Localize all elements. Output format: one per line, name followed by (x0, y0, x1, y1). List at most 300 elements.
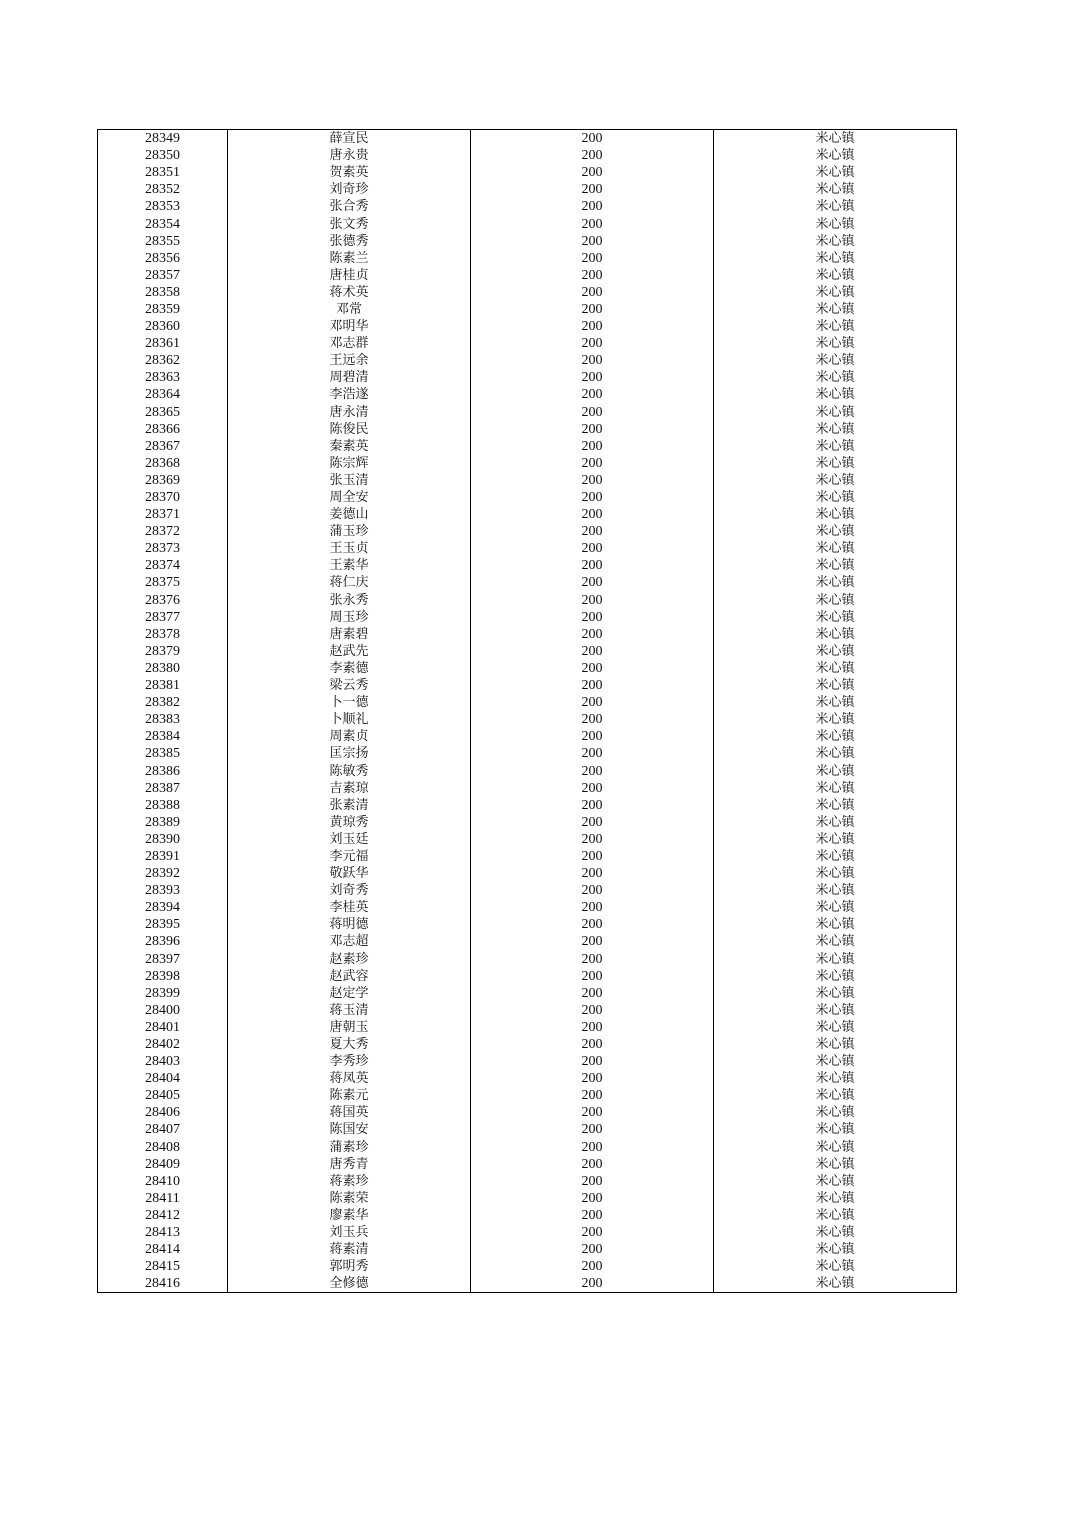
town-cell: 米心镇 (714, 1053, 957, 1070)
table-row (98, 455, 957, 472)
table-row (98, 130, 957, 148)
serial-number-cell: 28361 (98, 335, 228, 352)
amount-cell: 200 (471, 523, 714, 540)
town-cell: 米心镇 (714, 523, 957, 540)
serial-number-cell: 28371 (98, 506, 228, 523)
table-row (98, 284, 957, 301)
table-row (98, 1275, 957, 1293)
amount-cell: 200 (471, 540, 714, 557)
serial-number-cell: 28391 (98, 848, 228, 865)
town-cell: 米心镇 (714, 933, 957, 950)
table-row (98, 1156, 957, 1173)
town-cell: 米心镇 (714, 335, 957, 352)
amount-cell: 200 (471, 301, 714, 318)
serial-number-cell: 28387 (98, 780, 228, 797)
town-cell: 米心镇 (714, 865, 957, 882)
person-name-cell: 邓常 (228, 301, 471, 318)
table-row (98, 916, 957, 933)
person-name-cell: 陈国安 (228, 1121, 471, 1138)
person-name-cell: 张永秀 (228, 592, 471, 609)
amount-cell: 200 (471, 1002, 714, 1019)
town-cell: 米心镇 (714, 762, 957, 779)
table-row (98, 1104, 957, 1121)
town-cell: 米心镇 (714, 728, 957, 745)
serial-number-cell: 28405 (98, 1087, 228, 1104)
table-row (98, 951, 957, 968)
person-name-cell: 邓明华 (228, 318, 471, 335)
person-name-cell: 蒋国英 (228, 1104, 471, 1121)
serial-number-cell: 28352 (98, 181, 228, 198)
table-row (98, 198, 957, 215)
town-cell: 米心镇 (714, 250, 957, 267)
town-cell: 米心镇 (714, 592, 957, 609)
person-name-cell: 唐永贵 (228, 147, 471, 164)
table-row (98, 1139, 957, 1156)
serial-number-cell: 28415 (98, 1258, 228, 1275)
amount-cell: 200 (471, 472, 714, 489)
town-cell: 米心镇 (714, 951, 957, 968)
serial-number-cell: 28360 (98, 318, 228, 335)
table-row (98, 1241, 957, 1258)
serial-number-cell: 28401 (98, 1019, 228, 1036)
town-cell: 米心镇 (714, 215, 957, 232)
town-cell: 米心镇 (714, 301, 957, 318)
serial-number-cell: 28355 (98, 233, 228, 250)
person-name-cell: 唐永清 (228, 404, 471, 421)
table-row (98, 215, 957, 232)
serial-number-cell: 28382 (98, 694, 228, 711)
amount-cell: 200 (471, 1019, 714, 1036)
amount-cell: 200 (471, 1053, 714, 1070)
amount-cell: 200 (471, 1070, 714, 1087)
amount-cell: 200 (471, 181, 714, 198)
table-row (98, 181, 957, 198)
person-name-cell: 刘奇珍 (228, 181, 471, 198)
person-name-cell: 秦素英 (228, 438, 471, 455)
serial-number-cell: 28397 (98, 951, 228, 968)
amount-cell: 200 (471, 1190, 714, 1207)
serial-number-cell: 28380 (98, 660, 228, 677)
town-cell: 米心镇 (714, 694, 957, 711)
serial-number-cell: 28404 (98, 1070, 228, 1087)
town-cell: 米心镇 (714, 574, 957, 591)
table-row (98, 489, 957, 506)
town-cell: 米心镇 (714, 130, 957, 148)
amount-cell: 200 (471, 1087, 714, 1104)
serial-number-cell: 28395 (98, 916, 228, 933)
person-name-cell: 敬跃华 (228, 865, 471, 882)
amount-cell: 200 (471, 1104, 714, 1121)
town-cell: 米心镇 (714, 1190, 957, 1207)
town-cell: 米心镇 (714, 267, 957, 284)
table-row (98, 899, 957, 916)
table-row (98, 404, 957, 421)
table-row (98, 1224, 957, 1241)
serial-number-cell: 28364 (98, 386, 228, 403)
amount-cell: 200 (471, 506, 714, 523)
serial-number-cell: 28394 (98, 899, 228, 916)
town-cell: 米心镇 (714, 369, 957, 386)
amount-cell: 200 (471, 335, 714, 352)
table-row (98, 968, 957, 985)
amount-cell: 200 (471, 968, 714, 985)
table-row (98, 1019, 957, 1036)
amount-cell: 200 (471, 404, 714, 421)
table-row (98, 352, 957, 369)
amount-cell: 200 (471, 1241, 714, 1258)
person-name-cell: 张德秀 (228, 233, 471, 250)
table-row (98, 1258, 957, 1275)
town-cell: 米心镇 (714, 1070, 957, 1087)
serial-number-cell: 28378 (98, 626, 228, 643)
table-row (98, 677, 957, 694)
table-row (98, 745, 957, 762)
person-name-cell: 王素华 (228, 557, 471, 574)
person-name-cell: 陈素元 (228, 1087, 471, 1104)
person-name-cell: 蒋明德 (228, 916, 471, 933)
town-cell: 米心镇 (714, 745, 957, 762)
serial-number-cell: 28353 (98, 198, 228, 215)
table-row (98, 1087, 957, 1104)
town-cell: 米心镇 (714, 181, 957, 198)
serial-number-cell: 28414 (98, 1241, 228, 1258)
person-name-cell: 蒋凤英 (228, 1070, 471, 1087)
amount-cell: 200 (471, 951, 714, 968)
table-row (98, 147, 957, 164)
table-row (98, 369, 957, 386)
person-name-cell: 陈素兰 (228, 250, 471, 267)
town-cell: 米心镇 (714, 968, 957, 985)
person-name-cell: 梁云秀 (228, 677, 471, 694)
table-row (98, 574, 957, 591)
person-name-cell: 蒋素清 (228, 1241, 471, 1258)
town-cell: 米心镇 (714, 233, 957, 250)
town-cell: 米心镇 (714, 899, 957, 916)
person-name-cell: 李浩遂 (228, 386, 471, 403)
serial-number-cell: 28383 (98, 711, 228, 728)
town-cell: 米心镇 (714, 489, 957, 506)
amount-cell: 200 (471, 352, 714, 369)
serial-number-cell: 28388 (98, 797, 228, 814)
roster-body (98, 130, 957, 1293)
table-row (98, 626, 957, 643)
person-name-cell: 赵定学 (228, 985, 471, 1002)
serial-number-cell: 28416 (98, 1275, 228, 1293)
table-row (98, 250, 957, 267)
person-name-cell: 王玉贞 (228, 540, 471, 557)
amount-cell: 200 (471, 677, 714, 694)
serial-number-cell: 28354 (98, 215, 228, 232)
person-name-cell: 姜德山 (228, 506, 471, 523)
town-cell: 米心镇 (714, 540, 957, 557)
serial-number-cell: 28402 (98, 1036, 228, 1053)
serial-number-cell: 28372 (98, 523, 228, 540)
amount-cell: 200 (471, 1121, 714, 1138)
serial-number-cell: 28399 (98, 985, 228, 1002)
serial-number-cell: 28373 (98, 540, 228, 557)
amount-cell: 200 (471, 557, 714, 574)
amount-cell: 200 (471, 1275, 714, 1293)
amount-cell: 200 (471, 609, 714, 626)
person-name-cell: 蒋仁庆 (228, 574, 471, 591)
person-name-cell: 陈俊民 (228, 421, 471, 438)
person-name-cell: 唐朝玉 (228, 1019, 471, 1036)
person-name-cell: 卜一德 (228, 694, 471, 711)
amount-cell: 200 (471, 1156, 714, 1173)
serial-number-cell: 28411 (98, 1190, 228, 1207)
table-row (98, 421, 957, 438)
table-row (98, 301, 957, 318)
serial-number-cell: 28407 (98, 1121, 228, 1138)
amount-cell: 200 (471, 318, 714, 335)
town-cell: 米心镇 (714, 711, 957, 728)
person-name-cell: 唐秀青 (228, 1156, 471, 1173)
table-row (98, 865, 957, 882)
town-cell: 米心镇 (714, 1002, 957, 1019)
table-row (98, 694, 957, 711)
table-row (98, 660, 957, 677)
town-cell: 米心镇 (714, 677, 957, 694)
town-cell: 米心镇 (714, 797, 957, 814)
amount-cell: 200 (471, 198, 714, 215)
town-cell: 米心镇 (714, 421, 957, 438)
town-cell: 米心镇 (714, 780, 957, 797)
person-name-cell: 蒲素珍 (228, 1139, 471, 1156)
amount-cell: 200 (471, 130, 714, 148)
serial-number-cell: 28349 (98, 130, 228, 148)
amount-cell: 200 (471, 215, 714, 232)
amount-cell: 200 (471, 147, 714, 164)
person-name-cell: 王远余 (228, 352, 471, 369)
town-cell: 米心镇 (714, 438, 957, 455)
person-name-cell: 蒋素珍 (228, 1173, 471, 1190)
serial-number-cell: 28396 (98, 933, 228, 950)
amount-cell: 200 (471, 592, 714, 609)
town-cell: 米心镇 (714, 1036, 957, 1053)
town-cell: 米心镇 (714, 1207, 957, 1224)
town-cell: 米心镇 (714, 1121, 957, 1138)
amount-cell: 200 (471, 643, 714, 660)
town-cell: 米心镇 (714, 352, 957, 369)
serial-number-cell: 28389 (98, 814, 228, 831)
amount-cell: 200 (471, 797, 714, 814)
person-name-cell: 唐素碧 (228, 626, 471, 643)
table-row (98, 540, 957, 557)
amount-cell: 200 (471, 574, 714, 591)
person-name-cell: 周碧清 (228, 369, 471, 386)
person-name-cell: 张合秀 (228, 198, 471, 215)
town-cell: 米心镇 (714, 404, 957, 421)
person-name-cell: 匡宗扬 (228, 745, 471, 762)
amount-cell: 200 (471, 916, 714, 933)
amount-cell: 200 (471, 438, 714, 455)
town-cell: 米心镇 (714, 386, 957, 403)
serial-number-cell: 28351 (98, 164, 228, 181)
amount-cell: 200 (471, 660, 714, 677)
person-name-cell: 赵武容 (228, 968, 471, 985)
serial-number-cell: 28385 (98, 745, 228, 762)
person-name-cell: 周全安 (228, 489, 471, 506)
table-row (98, 164, 957, 181)
town-cell: 米心镇 (714, 848, 957, 865)
town-cell: 米心镇 (714, 1275, 957, 1293)
town-cell: 米心镇 (714, 506, 957, 523)
person-name-cell: 陈宗辉 (228, 455, 471, 472)
table-row (98, 1036, 957, 1053)
town-cell: 米心镇 (714, 1156, 957, 1173)
person-name-cell: 刘奇秀 (228, 882, 471, 899)
town-cell: 米心镇 (714, 198, 957, 215)
town-cell: 米心镇 (714, 1224, 957, 1241)
serial-number-cell: 28368 (98, 455, 228, 472)
person-name-cell: 卜顺礼 (228, 711, 471, 728)
amount-cell: 200 (471, 233, 714, 250)
table-row (98, 1002, 957, 1019)
amount-cell: 200 (471, 626, 714, 643)
serial-number-cell: 28359 (98, 301, 228, 318)
table-row (98, 780, 957, 797)
amount-cell: 200 (471, 694, 714, 711)
person-name-cell: 蒋玉清 (228, 1002, 471, 1019)
person-name-cell: 贺素英 (228, 164, 471, 181)
person-name-cell: 周素贞 (228, 728, 471, 745)
town-cell: 米心镇 (714, 318, 957, 335)
person-name-cell: 李秀珍 (228, 1053, 471, 1070)
person-name-cell: 陈素荣 (228, 1190, 471, 1207)
serial-number-cell: 28384 (98, 728, 228, 745)
amount-cell: 200 (471, 831, 714, 848)
town-cell: 米心镇 (714, 1258, 957, 1275)
person-name-cell: 全修德 (228, 1275, 471, 1293)
town-cell: 米心镇 (714, 985, 957, 1002)
amount-cell: 200 (471, 284, 714, 301)
person-name-cell: 刘玉廷 (228, 831, 471, 848)
table-row (98, 506, 957, 523)
serial-number-cell: 28374 (98, 557, 228, 574)
serial-number-cell: 28398 (98, 968, 228, 985)
amount-cell: 200 (471, 762, 714, 779)
table-row (98, 318, 957, 335)
amount-cell: 200 (471, 933, 714, 950)
roster-table (97, 129, 957, 1293)
person-name-cell: 张文秀 (228, 215, 471, 232)
serial-number-cell: 28350 (98, 147, 228, 164)
table-row (98, 797, 957, 814)
table-row (98, 438, 957, 455)
serial-number-cell: 28381 (98, 677, 228, 694)
serial-number-cell: 28377 (98, 609, 228, 626)
table-row (98, 267, 957, 284)
amount-cell: 200 (471, 1224, 714, 1241)
table-row (98, 233, 957, 250)
table-row (98, 985, 957, 1002)
amount-cell: 200 (471, 489, 714, 506)
town-cell: 米心镇 (714, 1139, 957, 1156)
table-row (98, 643, 957, 660)
amount-cell: 200 (471, 250, 714, 267)
person-name-cell: 邓志群 (228, 335, 471, 352)
person-name-cell: 廖素华 (228, 1207, 471, 1224)
serial-number-cell: 28356 (98, 250, 228, 267)
serial-number-cell: 28363 (98, 369, 228, 386)
amount-cell: 200 (471, 780, 714, 797)
amount-cell: 200 (471, 386, 714, 403)
amount-cell: 200 (471, 267, 714, 284)
table-row (98, 1207, 957, 1224)
person-name-cell: 李元福 (228, 848, 471, 865)
amount-cell: 200 (471, 164, 714, 181)
person-name-cell: 蒲玉珍 (228, 523, 471, 540)
person-name-cell: 唐桂贞 (228, 267, 471, 284)
serial-number-cell: 28357 (98, 267, 228, 284)
serial-number-cell: 28358 (98, 284, 228, 301)
serial-number-cell: 28408 (98, 1139, 228, 1156)
amount-cell: 200 (471, 1258, 714, 1275)
table-row (98, 557, 957, 574)
person-name-cell: 陈敏秀 (228, 762, 471, 779)
table-row (98, 335, 957, 352)
amount-cell: 200 (471, 848, 714, 865)
town-cell: 米心镇 (714, 643, 957, 660)
town-cell: 米心镇 (714, 916, 957, 933)
amount-cell: 200 (471, 899, 714, 916)
table-row (98, 831, 957, 848)
table-row (98, 609, 957, 626)
town-cell: 米心镇 (714, 1173, 957, 1190)
amount-cell: 200 (471, 985, 714, 1002)
person-name-cell: 刘玉兵 (228, 1224, 471, 1241)
town-cell: 米心镇 (714, 882, 957, 899)
town-cell: 米心镇 (714, 1104, 957, 1121)
table-row (98, 762, 957, 779)
serial-number-cell: 28413 (98, 1224, 228, 1241)
table-row (98, 472, 957, 489)
town-cell: 米心镇 (714, 1241, 957, 1258)
person-name-cell: 黄琼秀 (228, 814, 471, 831)
serial-number-cell: 28392 (98, 865, 228, 882)
serial-number-cell: 28366 (98, 421, 228, 438)
person-name-cell: 周玉珍 (228, 609, 471, 626)
serial-number-cell: 28376 (98, 592, 228, 609)
amount-cell: 200 (471, 728, 714, 745)
serial-number-cell: 28393 (98, 882, 228, 899)
person-name-cell: 薛宣民 (228, 130, 471, 148)
town-cell: 米心镇 (714, 164, 957, 181)
amount-cell: 200 (471, 421, 714, 438)
amount-cell: 200 (471, 882, 714, 899)
serial-number-cell: 28367 (98, 438, 228, 455)
person-name-cell: 蒋术英 (228, 284, 471, 301)
serial-number-cell: 28386 (98, 762, 228, 779)
table-row (98, 523, 957, 540)
town-cell: 米心镇 (714, 1019, 957, 1036)
person-name-cell: 李素德 (228, 660, 471, 677)
amount-cell: 200 (471, 369, 714, 386)
table-row (98, 1190, 957, 1207)
person-name-cell: 张玉清 (228, 472, 471, 489)
serial-number-cell: 28369 (98, 472, 228, 489)
serial-number-cell: 28375 (98, 574, 228, 591)
town-cell: 米心镇 (714, 455, 957, 472)
serial-number-cell: 28406 (98, 1104, 228, 1121)
serial-number-cell: 28412 (98, 1207, 228, 1224)
table-row (98, 711, 957, 728)
amount-cell: 200 (471, 865, 714, 882)
serial-number-cell: 28370 (98, 489, 228, 506)
table-row (98, 728, 957, 745)
serial-number-cell: 28365 (98, 404, 228, 421)
table-row (98, 592, 957, 609)
